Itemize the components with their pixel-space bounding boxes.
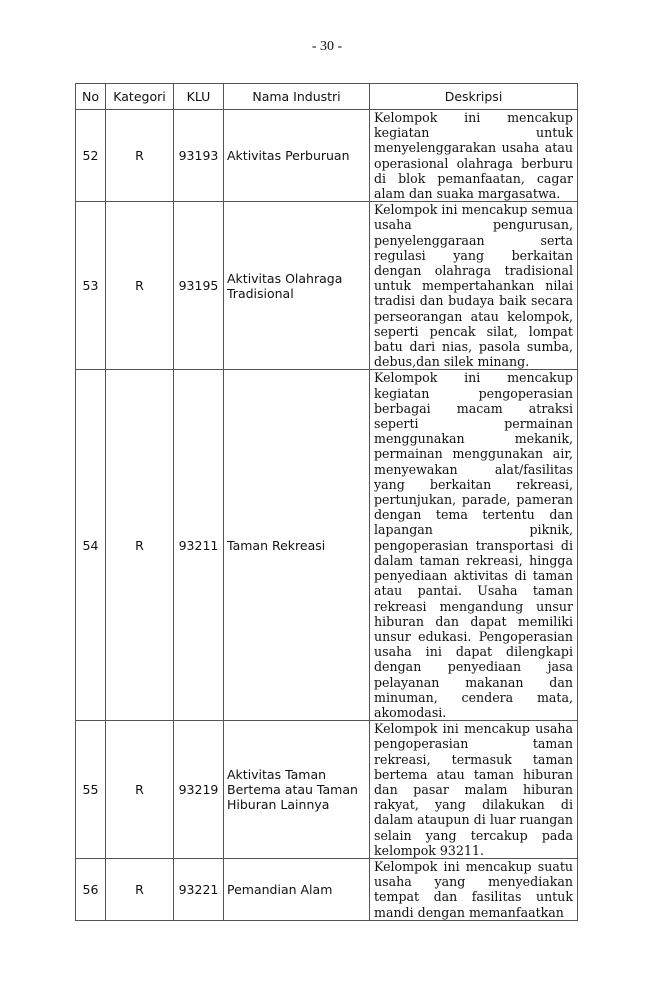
header-kategori: Kategori <box>106 84 174 110</box>
cell-klu: 93195 <box>174 202 224 370</box>
cell-no: 55 <box>76 721 106 859</box>
cell-kategori: R <box>106 370 174 721</box>
cell-nama-industri: Aktivitas Taman Bertema atau Taman Hiburan Lainnya <box>224 721 370 859</box>
cell-klu: 93219 <box>174 721 224 859</box>
table-row <box>76 110 578 202</box>
table-header-row <box>76 84 578 110</box>
header-klu: KLU <box>174 84 224 110</box>
header-no: No <box>76 84 106 110</box>
cell-klu: 93221 <box>174 858 224 920</box>
industry-table <box>75 83 578 921</box>
cell-nama-industri: Aktivitas Olahraga Tradisional <box>224 202 370 370</box>
cell-deskripsi: Kelompok ini mencakup kegiatan untuk menyelenggarakan usaha atau operasional olahraga berburu di blok pemanfaatan, cagar alam dan suaka margasatwa. <box>370 110 578 202</box>
cell-kategori: R <box>106 202 174 370</box>
cell-deskripsi: Kelompok ini mencakup suatu usaha yang menyediakan tempat dan fasilitas untuk mandi dengan memanfaatkan <box>370 858 578 920</box>
cell-kategori: R <box>106 858 174 920</box>
cell-deskripsi: Kelompok ini mencakup usaha pengoperasian taman rekreasi, termasuk taman bertema atau taman hiburan dan pasar malam hiburan rakyat, yang dilakukan di dalam ataupun di luar ruangan selain yang tercakup pada kelompok 93211. <box>370 721 578 859</box>
table-row <box>76 370 578 721</box>
cell-nama-industri: Aktivitas Perburuan <box>224 110 370 202</box>
cell-klu: 93193 <box>174 110 224 202</box>
cell-no: 52 <box>76 110 106 202</box>
cell-deskripsi: Kelompok ini mencakup kegiatan pengoperasian berbagai macam atraksi seperti permainan menggunakan mekanik, permainan menggunakan air, menyewakan alat/fasilitas yang berkaitan rekreasi, pertunjukan, parade, pameran dengan tema tertentu dan lapangan piknik, pengoperasian transportasi di dalam taman rekreasi, hingga penyediaan aktivitas di taman atau pantai. Usaha taman rekreasi mengandung unsur hiburan dan dapat memiliki unsur edukasi. Pengoperasian usaha ini dapat dilengkapi dengan penyediaan jasa pelayanan makanan dan minuman, cendera mata, akomodasi. <box>370 370 578 721</box>
cell-no: 53 <box>76 202 106 370</box>
cell-kategori: R <box>106 110 174 202</box>
cell-deskripsi: Kelompok ini mencakup semua usaha pengurusan, penyelenggaraan serta regulasi yang berkaitan dengan olahraga tradisional untuk mempertahankan nilai tradisi dan budaya baik secara perseorangan atau kelompok, seperti pencak silat, lompat batu dari nias, pasola sumba, debus,dan silek minang. <box>370 202 578 370</box>
header-deskripsi: Deskripsi <box>370 84 578 110</box>
table-row <box>76 721 578 859</box>
table-row <box>76 202 578 370</box>
page-number: - 30 - <box>311 39 343 54</box>
cell-kategori: R <box>106 721 174 859</box>
header-nama-industri: Nama Industri <box>224 84 370 110</box>
cell-nama-industri: Taman Rekreasi <box>224 370 370 721</box>
cell-no: 56 <box>76 858 106 920</box>
cell-no: 54 <box>76 370 106 721</box>
cell-klu: 93211 <box>174 370 224 721</box>
table-row <box>76 858 578 920</box>
cell-nama-industri: Pemandian Alam <box>224 858 370 920</box>
